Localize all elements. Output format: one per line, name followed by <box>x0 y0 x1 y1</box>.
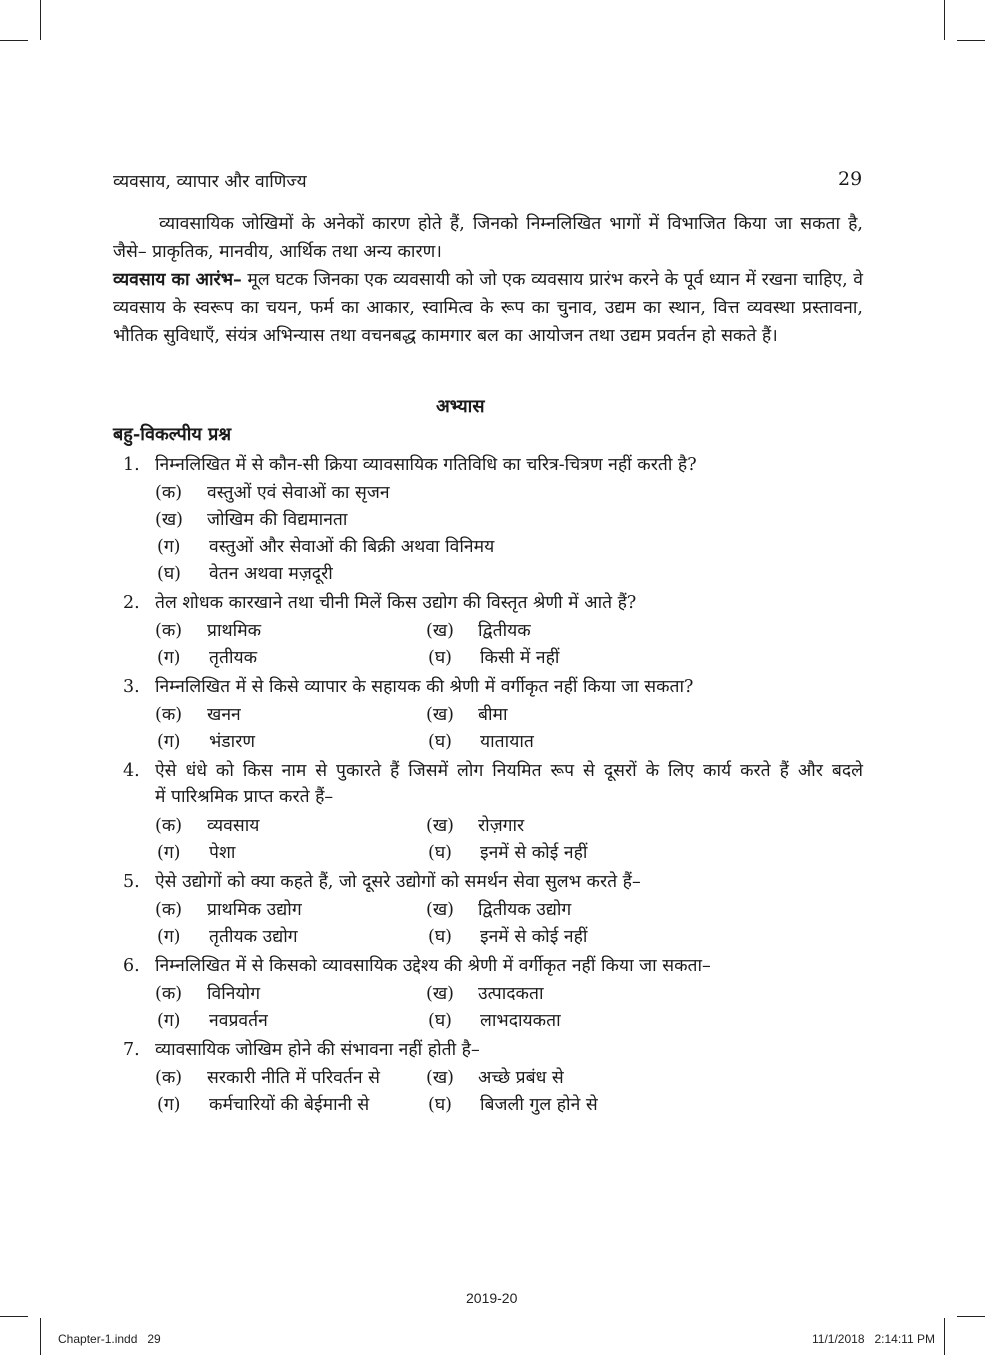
print-timestamp: 11/1/2018 2:14:11 PM <box>812 1332 935 1346</box>
option <box>426 813 524 837</box>
question-2 <box>123 590 636 614</box>
option <box>428 1008 561 1032</box>
option-text: व्यवसाय <box>207 816 260 836</box>
option <box>428 729 534 753</box>
question-number: 2. <box>123 593 140 613</box>
crop-mark <box>40 0 41 40</box>
option-label: (ख) <box>426 705 454 725</box>
option-label: (घ) <box>428 927 452 947</box>
question-number: 3. <box>123 677 140 697</box>
crop-mark <box>944 1318 945 1355</box>
option-text: तृतीयक उद्योग <box>209 927 298 947</box>
option-text: प्राथमिक उद्योग <box>207 900 302 920</box>
option-label: (ग) <box>157 843 181 863</box>
option-label: (ग) <box>157 648 181 668</box>
question-text: व्यावसायिक जोखिम होने की संभावना नहीं होती है– <box>155 1040 480 1060</box>
option <box>157 1092 369 1116</box>
option-label: (क) <box>155 621 183 641</box>
option-text: नवप्रवर्तन <box>209 1011 268 1031</box>
option-label: (घ) <box>428 648 452 668</box>
option-label: (क) <box>155 483 183 503</box>
crop-mark <box>0 40 28 41</box>
option <box>157 924 298 948</box>
crop-mark <box>944 0 945 40</box>
option-text: बिजली गुल होने से <box>480 1095 598 1115</box>
option-text: कर्मचारियों की बेईमानी से <box>209 1095 370 1115</box>
option-text: तृतीयक <box>209 648 258 668</box>
option-label: (ख) <box>426 816 454 836</box>
option-label: (क) <box>155 984 183 1004</box>
option-label: (क) <box>155 1068 183 1088</box>
exercise-title: अभ्यास <box>436 396 485 417</box>
question-6 <box>123 953 711 977</box>
option-text: सरकारी नीति में परिवर्तन से <box>207 1068 380 1088</box>
option <box>426 702 508 726</box>
option <box>157 561 333 585</box>
option-label: (ख) <box>426 621 454 641</box>
option <box>157 729 255 753</box>
question-3 <box>123 674 693 698</box>
question-4 <box>123 758 863 782</box>
option-label: (ख) <box>426 900 454 920</box>
option-label: (ग) <box>157 732 181 752</box>
option-label: (घ) <box>157 564 181 584</box>
option <box>155 702 241 726</box>
page-number: 29 <box>838 168 863 190</box>
option-label: (घ) <box>428 1011 452 1031</box>
question-text: निम्नलिखित में से कौन-सी क्रिया व्यावसायिक गतिविधि का चरित्र-चित्रण नहीं करती है? <box>155 455 697 475</box>
option <box>155 507 347 531</box>
crop-mark <box>40 1318 41 1355</box>
option <box>426 981 544 1005</box>
option-text: खनन <box>207 705 241 725</box>
option-text: यातायात <box>480 732 534 752</box>
year-stamp: 2019-20 <box>466 1290 518 1306</box>
option <box>155 897 302 921</box>
running-title: व्यवसाय, व्यापार और वाणिज्य <box>113 172 307 192</box>
option-text: इनमें से कोई नहीं <box>480 843 588 863</box>
intro-paragraph-2 <box>113 266 863 350</box>
question-1 <box>123 452 697 476</box>
question-number: 5. <box>123 872 140 892</box>
question-text: निम्नलिखित में से किसे व्यापार के सहायक की श्रेणी में वर्गीकृत नहीं किया जा सकता? <box>155 677 694 697</box>
option <box>157 840 235 864</box>
option <box>426 618 531 642</box>
intro-paragraph-1 <box>113 210 863 266</box>
intro-heading: व्यवसाय का आरंभ– <box>113 270 242 290</box>
question-4-continuation <box>155 784 333 808</box>
option <box>426 1065 564 1089</box>
option-label: (ग) <box>157 537 181 557</box>
option-text: लाभदायकता <box>480 1011 561 1031</box>
option-label: (ग) <box>157 1095 181 1115</box>
option <box>428 924 587 948</box>
question-number: 1. <box>123 455 140 475</box>
option <box>157 1008 268 1032</box>
question-number: 6. <box>123 956 140 976</box>
option-text: उत्पादकता <box>478 984 544 1004</box>
intro-text-1: व्यावसायिक जोखिमों के अनेकों कारण होते हैं, जिनको निम्नलिखित भागों में विभाजित किया जा सकता है, जैसे– प्राकृतिक, मानवीय, आर्थिक तथा अन्य कारण। <box>113 214 863 262</box>
question-7 <box>123 1037 480 1061</box>
question-text: तेल शोधक कारखाने तथा चीनी मिलें किस उद्योग की विस्तृत श्रेणी में आते हैं? <box>155 593 637 613</box>
option-label: (घ) <box>428 732 452 752</box>
option-text: बीमा <box>478 705 508 725</box>
section-heading: बहु-विकल्पीय प्रश्न <box>113 424 232 445</box>
question-5 <box>123 869 641 893</box>
option-label: (क) <box>155 816 183 836</box>
option <box>428 1092 598 1116</box>
option <box>155 981 260 1005</box>
option-text: वस्तुओं और सेवाओं की बिक्री अथवा विनिमय <box>209 537 495 557</box>
option <box>426 897 571 921</box>
option-text: वेतन अथवा मज़दूरी <box>209 564 333 584</box>
question-text: निम्नलिखित में से किसको व्यावसायिक उद्देश्य की श्रेणी में वर्गीकृत नहीं किया जा सकता– <box>155 956 711 976</box>
option-text: अच्छे प्रबंध से <box>478 1068 564 1088</box>
option-text: वस्तुओं एवं सेवाओं का सृजन <box>207 483 390 503</box>
option-label: (ख) <box>155 510 183 530</box>
crop-mark <box>957 40 985 41</box>
option <box>428 840 587 864</box>
option-text: पेशा <box>209 843 236 863</box>
option-label: (क) <box>155 705 183 725</box>
option-text: इनमें से कोई नहीं <box>480 927 588 947</box>
option-text: विनियोग <box>207 984 261 1004</box>
question-number: 4. <box>123 761 140 781</box>
option-label: (ग) <box>157 1011 181 1031</box>
question-number: 7. <box>123 1040 140 1060</box>
crop-mark <box>957 1316 985 1317</box>
option-label: (ख) <box>426 1068 454 1088</box>
option <box>157 534 494 558</box>
option-text: द्वितीयक उद्योग <box>478 900 572 920</box>
option-label: (ग) <box>157 927 181 947</box>
option <box>155 480 390 504</box>
file-slug: Chapter-1.indd 29 <box>58 1332 161 1346</box>
option <box>155 813 259 837</box>
option-text: जोखिम की विद्यमानता <box>207 510 348 530</box>
question-text: ऐसे उद्योगों को क्या कहते हैं, जो दूसरे उद्योगों को समर्थन सेवा सुलभ करते हैं– <box>155 872 641 892</box>
option <box>428 645 559 669</box>
option-text: द्वितीयक <box>478 621 531 641</box>
option-text: रोज़गार <box>478 816 525 836</box>
option-text: किसी में नहीं <box>480 648 560 668</box>
option <box>157 645 257 669</box>
option-label: (घ) <box>428 1095 452 1115</box>
option <box>155 1065 380 1089</box>
question-text: ऐसे धंधे को किस नाम से पुकारते हैं जिसमें लोग नियमित रूप से दूसरों के लिए कार्य करते हैं और बदले <box>155 761 863 781</box>
option-label: (घ) <box>428 843 452 863</box>
option <box>155 618 261 642</box>
question-text: में पारिश्रमिक प्राप्त करते हैं– <box>155 787 334 807</box>
option-label: (क) <box>155 900 183 920</box>
option-label: (ख) <box>426 984 454 1004</box>
option-text: प्राथमिक <box>207 621 262 641</box>
crop-mark <box>0 1316 28 1317</box>
option-text: भंडारण <box>209 732 256 752</box>
intro-text-2: मूल घटक जिनका एक व्यवसायी को जो एक व्यवसाय प्रारंभ करने के पूर्व ध्यान में रखना चाहिए, वे व्यवसाय के स्वरूप का चयन, फर्म का आकार, स्वामित्व के रूप का चुनाव, उद्यम का स्थान, वित्त व्यवस्था प्रस्तावना, भौतिक सुविधाएँ, संयंत्र अभिन्यास तथा वचनबद्ध कामगार बल का आयोजन तथा उद्यम प्रवर्तन हो सकते हैं। <box>113 270 863 346</box>
